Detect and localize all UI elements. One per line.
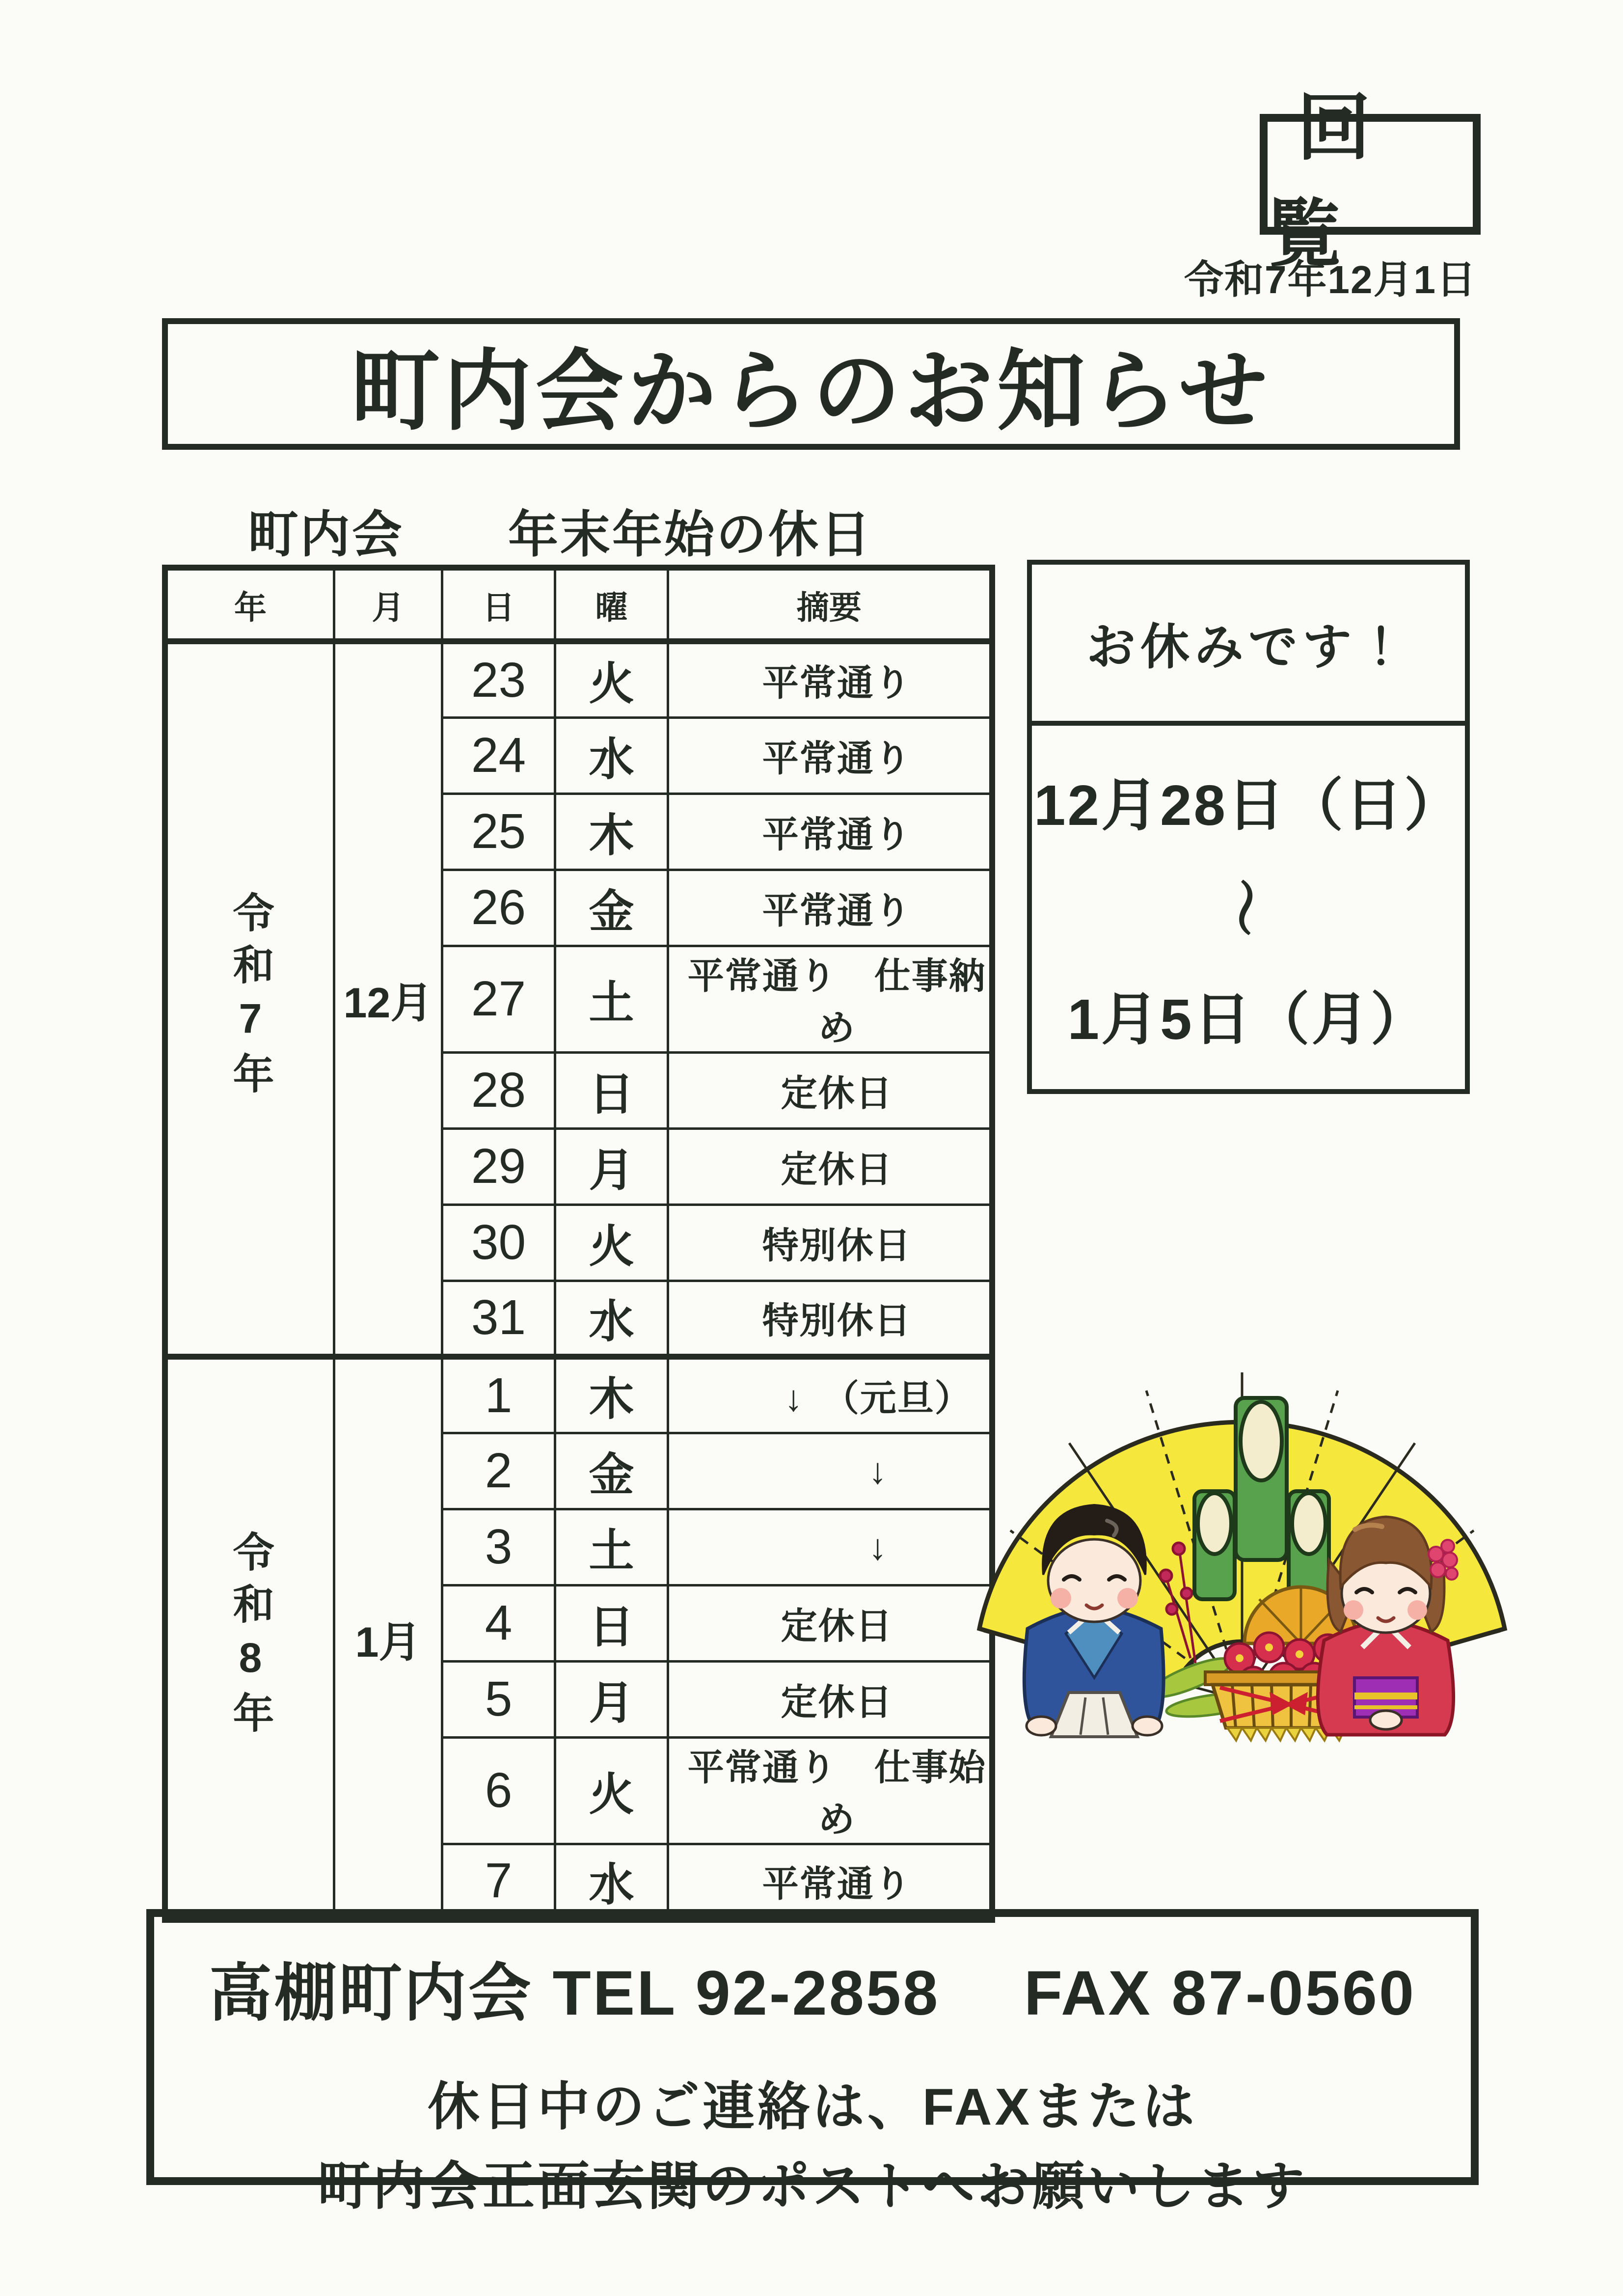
weekday-cell: 火 <box>555 1737 668 1844</box>
note-cell: 定休日 <box>668 1585 992 1661</box>
day-cell: 2 <box>442 1433 555 1509</box>
kairan-stamp-box <box>1260 86 1481 275</box>
month-cell-december: 12月 <box>334 641 442 1357</box>
contact-box <box>146 1909 1479 2215</box>
day-cell: 27 <box>442 946 555 1052</box>
header-day: 日 <box>442 568 555 641</box>
contact-note-line-2: 町内会正面玄関のポストへお願いします <box>318 2158 1307 2215</box>
day-cell: 3 <box>442 1509 555 1585</box>
boy-figure <box>1024 1505 1163 1737</box>
table-header-row <box>165 568 992 641</box>
weekday-cell: 日 <box>555 1052 668 1128</box>
weekday-cell: 水 <box>555 1844 668 1920</box>
weekday-cell: 木 <box>555 1357 668 1433</box>
note-cell: 定休日 <box>668 1661 992 1737</box>
note-cell: 平常通り <box>668 641 992 717</box>
weekday-cell: 金 <box>555 1433 668 1509</box>
new-year-illustration <box>945 1283 1539 1744</box>
issue-date: 令和7年12月1日 <box>1184 258 1477 301</box>
holiday-dates <box>1032 726 1465 1089</box>
note-cell: 平常通り 仕事納め <box>668 946 992 1052</box>
weekday-cell: 火 <box>555 641 668 717</box>
year-cell-reiwa8 <box>165 1357 334 1920</box>
day-cell: 26 <box>442 870 555 946</box>
weekday-cell: 土 <box>555 1509 668 1585</box>
weekday-cell: 火 <box>555 1204 668 1281</box>
month-cell-january: 1月 <box>334 1357 442 1920</box>
contact-note-line-1: 休日中のご連絡は、FAXまたは <box>427 2078 1198 2136</box>
day-cell: 7 <box>442 1844 555 1920</box>
year-label: 令和7年 <box>227 891 273 1104</box>
day-cell: 4 <box>442 1585 555 1661</box>
holiday-period-box <box>1027 560 1470 1094</box>
schedule-subtitle: 町内会 年末年始の休日 <box>248 507 872 563</box>
header-year: 年 <box>165 568 334 641</box>
note-cell: 平常通り <box>668 717 992 793</box>
weekday-cell: 日 <box>555 1585 668 1661</box>
weekday-cell: 木 <box>555 793 668 870</box>
contact-phone-line: 高棚町内会 TEL 92-2858 FAX 87-0560 <box>209 1958 1416 2028</box>
weekday-cell: 月 <box>555 1661 668 1737</box>
day-cell: 5 <box>442 1661 555 1737</box>
day-cell: 25 <box>442 793 555 870</box>
kairan-label: 回覧 <box>1268 86 1401 275</box>
notice-title-box <box>162 318 1460 450</box>
note-cell: 特別休日 <box>668 1281 992 1357</box>
holiday-schedule-table <box>162 565 995 1923</box>
table-row <box>165 641 992 717</box>
holiday-end-date: 1月5日（月） <box>1067 987 1430 1051</box>
day-cell: 31 <box>442 1281 555 1357</box>
wave-dash: 〜 <box>1211 878 1276 937</box>
day-cell: 23 <box>442 641 555 717</box>
note-cell: 平常通り <box>668 870 992 946</box>
note-cell: 平常通り 仕事始め <box>668 1737 992 1844</box>
note-cell: 定休日 <box>668 1052 992 1128</box>
page-title: 町内会からのお知らせ <box>351 342 1271 441</box>
note-cell: ↓ <box>668 1509 992 1585</box>
weekday-cell: 土 <box>555 946 668 1052</box>
year-cell-reiwa7 <box>165 641 334 1357</box>
day-cell: 30 <box>442 1204 555 1281</box>
note-cell: 平常通り <box>668 1844 992 1920</box>
weekday-cell: 水 <box>555 717 668 793</box>
table-row <box>165 1357 992 1433</box>
day-cell: 24 <box>442 717 555 793</box>
day-cell: 6 <box>442 1737 555 1844</box>
header-weekday: 曜 <box>555 568 668 641</box>
holiday-heading: お休みです！ <box>1032 565 1465 726</box>
weekday-cell: 水 <box>555 1281 668 1357</box>
day-cell: 28 <box>442 1052 555 1128</box>
header-month: 月 <box>334 568 442 641</box>
note-cell: 定休日 <box>668 1128 992 1204</box>
note-cell: 特別休日 <box>668 1204 992 1281</box>
weekday-cell: 金 <box>555 870 668 946</box>
note-cell: ↓ （元旦） <box>668 1357 992 1433</box>
weekday-cell: 月 <box>555 1128 668 1204</box>
header-note: 摘要 <box>668 568 992 641</box>
holiday-start-date: 12月28日（日） <box>1033 773 1463 837</box>
note-cell: 平常通り <box>668 793 992 870</box>
year-label: 令和8年 <box>227 1531 273 1744</box>
note-cell: ↓ <box>668 1433 992 1509</box>
day-cell: 1 <box>442 1357 555 1433</box>
day-cell: 29 <box>442 1128 555 1204</box>
